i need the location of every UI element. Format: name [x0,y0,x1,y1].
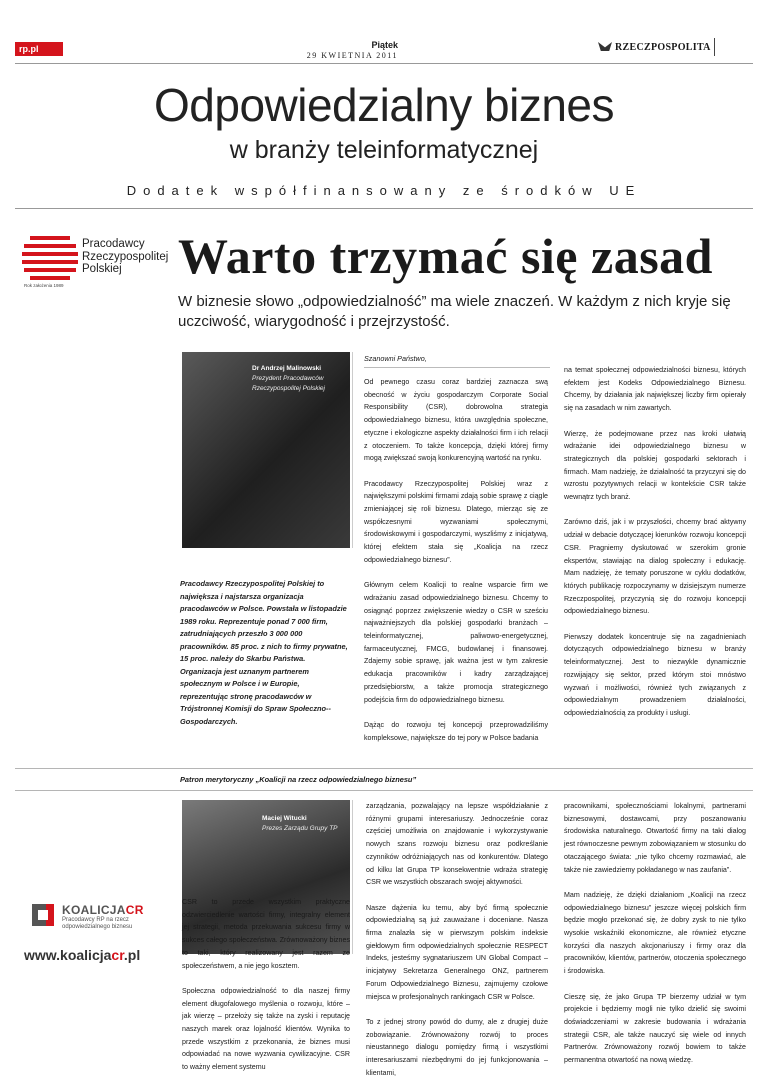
org-logo-line1: Pracodawcy [82,238,145,250]
masthead-rule [15,63,753,64]
koalicja-name-a: KOALICJA [62,903,126,917]
article-col1-p3: Głównym celem Koalicji to realne wsparcie firm we wdrażaniu zasad odpowiedzialnego biznesu. Chcemy to osiągnąć poprzez zwiększenie wiedzy o CSR w sześciu najważniejszych dla polskiej gospodarki branżach – teleinformatycznej, paliwowo-energetycznej, farmaceutycznej, FMCG, budowlanej i finansowej. Zdajemy sobie sprawę, jak ważna jest w tym zakresie edukacja pracowników i kadry zarządzającej przedsiębiorstw, a także promocja strategicznego podejścia firm do odpowiedzialnego biznesu. [364,581,548,704]
koalicja-name-b: CR [125,903,144,917]
patron-col1-p1: zarządzania, pozwalający na lepsze współdziałanie z różnymi grupami interesariuszy. Jednocześnie coraz częściej umożliwia on znajdowanie i wykorzystywanie nowych szans rozwoju biznesu oraz podkreślanie czynników odróżniających nas od konkurentów. Dlatego od kilku lat Grupa TP konsekwentnie wdraża strategię CSR we wszystkich obszarach swojej aktywności. [366,802,548,887]
patron-col1-p3: To z jednej strony powód do dumy, ale z drugiej duże zobowiązanie. Zrównoważony rozwój to proces nieustannego dialogu pomiędzy firmą i wszystkimi interesariuszami niezbędnymi do jej funkcjonowania – klientami, [366,1017,548,1077]
patron-col0-p2: Społeczna odpowiedzialność to dla naszej firmy element długofalowego myślenia o rozwoju, które – jak wierzę – przełoży się także na zyski i reputację naszych marek oraz lojalność klientów. Wynika to przede wszystkim z przekonania, że biznes musi odpowiadać na nowe wyzwania cywilizacyjne. CSR to ważny element systemu [182,986,350,1072]
masthead-divider [714,38,715,56]
org-founded: Rok założenia 1989 [24,283,64,288]
vertical-rule [352,352,353,548]
article-col2-p1: na temat społecznej odpowiedzialności biznesu, których efektem jest Kodeks Odpowiedzialnego Biznesu. Chcemy, by działania jak największej liczby firm opierały się na zasadach w nim zawartych. [564,366,746,413]
patron-col2-p1: pracownikami, społecznościami lokalnymi, partnerami biznesowymi, dostawcami, przy poszanowaniu środowiska naturalnego. Otwartość firmy na taki dialog jest równoczesne pewnym zobowiązaniem w stosunku do otaczającego świata: „nie tylko chcemy rozmawiać, ale także nie zawiedziemy pokładanego w nas zaufania”. [564,802,746,874]
supplement-subtitle: w branży teleinformatycznej [229,136,539,164]
rp-logo-text: rp.pl [19,44,39,54]
koalicja-mark-icon [26,898,60,932]
author-role-1: Prezydent Pracodawców [252,375,324,382]
salutation-rule [364,367,550,368]
header-rule [15,208,753,209]
photo-caption-box [252,364,336,394]
koalicja-url-c: .pl [123,947,141,963]
org-logo-text [82,238,168,276]
koalicja-url-a: www.koalicja [24,947,112,963]
article-col1-p4: Dążąc do rozwoju tej koncepcji przeprowadziliśmy kompleksowe, największe do tej pory w Polsce badania [364,720,548,742]
brand-name: RZECZPOSPOLITA [615,42,711,53]
koalicja-tagline-2: odpowiedzialnego biznesu [62,924,133,930]
patron-rule-top [15,768,753,769]
koalicja-tagline [62,917,132,931]
koalicja-tagline-1: Pracodawcy RP na rzecz [62,917,129,923]
org-logo-mark [22,236,78,280]
org-logo [22,236,78,280]
article-col2-p3: Zarówno dziś, jak i w przyszłości, chcemy brać aktywny udział w debacie dotyczącej kierunków rozwoju koncepcji CSR. Pragniemy dyskutować w szerokim gronie ekspertów, stawiając na dialog społeczny i edukację. Mam nadzieję, że tematy poruszone w cyklu dodatków, których publikację rozpoczynamy w dzisiejszym numerze Rzeczpospolitej, przyczynią się do rozwoju koncepcji odpowiedzialnego biznesu. [564,518,746,616]
article-col2-p2: Wierzę, że podejmowane przez nas kroki ułatwią wdrażanie idei odpowiedzialnego biznesu w strategicznych dla polskiej gospodarki sektorach i firmach. Mam nadzieję, że działalność ta przyczyni się do wzrostu pozytywnych relacji w kontekście CSR także wewnątrz tych branż. [564,429,746,502]
patron-vertical-rule [352,800,353,954]
patron-rule-bottom [15,790,753,791]
koalicja-url[interactable] [24,947,140,963]
patron-author-name: Maciej Witucki [262,815,307,822]
masthead-day: Piątek [371,40,398,50]
patron-col-0 [182,778,350,1074]
patron-col0-p1: CSR to przede wszystkim praktyczne odzwierciedlenie wartości firmy, integralny element jej strategii, metoda przekuwania sukcesu firmy w sukces całego społeczeństwa. Zrównoważony biznes to taki, który realizowany jest razem ze społeczeństwem, a nie jego kosztem. [182,898,350,970]
koalicja-logo [26,898,60,932]
patron-col2-p3: Cieszę się, że jako Grupa TP bierzemy udział w tym projekcie i będziemy mogli nie tylko dzielić się swoimi doświadczeniami w zakresie budowania i wdrażania strategii CSR, ale także nauczyć się wiele od innych Partnerów. Zrównoważony rozwój bowiem to także permanentna otwartość na nową wiedzę. [564,992,746,1065]
koalicja-url-b: cr [111,947,124,963]
masthead-date: 29 KWIETNIA 2011 [306,51,398,60]
patron-col1-p2: Nasze dążenia ku temu, aby być firmą społecznie odpowiedzialną są już zauważane i doceniane. Nasza firma znalazła się w pierwszym polskim indeksie giełdowym firm odpowiedzialnych społecznie RESPECT Indeks, jesteśmy sygnatariuszem UN Global Compact – inicjatywy Sekretarza Generalnego ONZ, partnerem Forum Odpowiedzialnego Biznesu, zajmujemy czołowe miejsca w profesjonalnych rankingach CSR w Polsce. [366,903,548,1001]
author-name: Dr Andrzej Malinowski [252,365,322,372]
koalicja-name [62,903,144,917]
lead: W biznesie słowo „odpowiedzialność” ma wiele znaczeń. W każdym z nich kryje się uczciwość, wiarygodność i przejrzystość. [178,293,731,330]
patron-col-2 [564,800,746,1067]
article-col1-p1: Od pewnego czasu coraz bardziej zaznacza swą obecność w życiu gospodarczym Corporate Social Responsibility (CSR), dobrowolna strategia odpowiedzialnego biznesu, która uwzględnia społeczne, etyczne i ekologiczne aspekty działalności firm i ich relacji z otoczeniem. To także koncepcja, dzięki której firmy mogą zwiększać swoją konkurencyjną wartość na rynku. [364,378,548,463]
masthead-brand[interactable] [598,42,711,53]
article-col2-p4: Pierwszy dodatek koncentruje się na zagadnieniach dotyczących odpowiedzialnego biznesu w branży teleinformatycznej. Jest to niezwykle dynamicznie rozwijający się sektor, przed którym stoi mnóstwo wyzwań i możliwości, również tych związanych z odpowiedzialnym prowadzeniem działalności, odpowiedzialnością za produkty i usługi. [564,632,746,717]
supplement-title: Odpowiedzialny biznes [154,79,614,131]
patron-col2-p2: Mam nadzieję, że dzięki działaniom „Koalicji na rzecz odpowiedzialnego biznesu” jeszcze więcej polskich firm będzie mogło przekonać się, że dobry zysk to nie tylko wysokie wskaźniki ekonomiczne, ale również etyczne korzyści dla naszych akcjonariuszy i firmy oraz dla pracowników, klientów, partnerów, otoczenia społecznego i środowiska. [564,890,746,976]
article-col-1 [364,376,548,744]
article-col1-p2: Pracodawcy Rzeczypospolitej Polskiej wraz z największymi polskimi firmami zdają sobie sprawę z ciągle zmieniającej się roli biznesu. Dlatego, mierząc się ze współczesnymi wyzwaniami społecznymi, środowiskowymi i gospodarczymi, wyszliśmy z inicjatywą, której efektem stała się „Koalicja na rzecz odpowiedzialnego biznesu”. [364,479,548,564]
salutation: Szanowni Państwo, [364,354,427,363]
patron-heading: Patron merytoryczny „Koalicji na rzecz odpowiedzialnego biznesu” [180,775,417,784]
author-role-2: Rzeczypospolitej Polskiej [252,385,325,392]
org-logo-line3: Polskiej [82,263,122,275]
org-description: Pracodawcy Rzeczypospolitej Polskiej to największa i najstarsza organizacja pracodawców w Polsce. Powstała w listopadzie 1989 roku. Reprezentuje ponad 7 000 firm, zatrudniających przeszło 3 000 000 pracowników. 85 proc. z nich to firmy prywatne, 15 proc. należy do Skarbu Państwa. Organizacja jest uznanym partnerem społecznym w Polsce i w Europie, reprezentując stronę pracodawców w Trójstronnej Komisji do Spraw Społeczno--Gospodarczych. [180,579,348,726]
patron-author-role: Prezes Zarządu Grupy TP [262,825,338,832]
funding-note: Dodatek współfinansowany ze środków UE [126,183,642,198]
patron-col-1 [366,800,548,1079]
eagle-icon [598,42,612,51]
rp-logo[interactable] [15,42,63,56]
org-logo-line2: Rzeczypospolitej [82,250,169,263]
headline: Warto trzymać się zasad [178,228,713,284]
article-col-2 [564,364,746,720]
